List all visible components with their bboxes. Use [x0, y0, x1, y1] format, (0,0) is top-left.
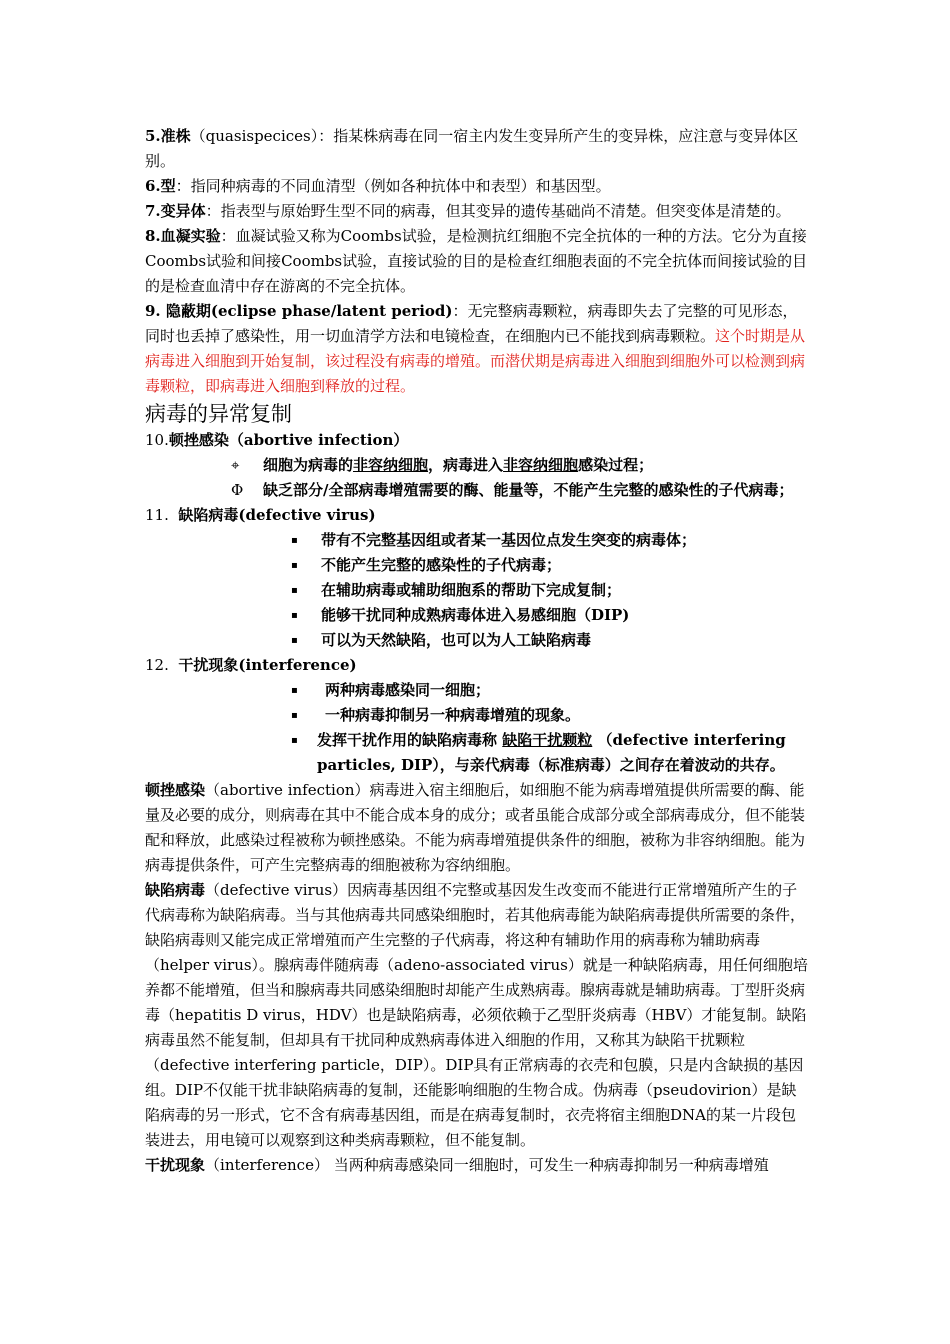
- section-10-title: [145, 428, 810, 453]
- paragraph-text: （interference） 当两种病毒感染同一细胞时，可发生一种病毒抑制另一种病毒增殖: [205, 1156, 769, 1174]
- term: 缺陷病毒: [145, 881, 206, 899]
- section-term: 缺陷病毒(defective virus): [178, 506, 376, 524]
- definition-text: ：指表型与原始野生型不同的病毒，但其变异的遗传基础尚不清楚。但突变体是清楚的。: [205, 202, 791, 220]
- definition-text: ：无完整病毒颗粒，病毒即失去了完整的可见形态，同时也丢掉了感染性，用一切血清学方法和电镜检查，在细胞内已不能找到病毒颗粒。: [145, 302, 798, 345]
- definition-hemagglutination: [145, 224, 810, 299]
- square-bullet-icon: ▪: [291, 610, 298, 621]
- square-bullet-icon: ▪: [291, 635, 298, 646]
- section-12-title: [145, 653, 810, 678]
- section-11-title: [145, 503, 810, 528]
- term: 干扰现象: [145, 1156, 206, 1174]
- term: 9. 隐蔽期(eclipse phase/latent period): [145, 302, 453, 320]
- square-bullet-icon: ▪: [291, 710, 298, 721]
- square-bullet-icon: ▪: [291, 735, 298, 746]
- section-heading: 病毒的异常复制: [145, 402, 292, 426]
- definition-text: ：指同种病毒的不同血清型（例如各种抗体中和表型）和基因型。: [175, 177, 611, 195]
- section-number: 12.: [145, 656, 169, 674]
- paragraph-text: （abortive infection）病毒进入宿主细胞后，如细胞不能为病毒增殖提供所需要的酶、能量及必要的成分，则病毒在其中不能合成本身的成分；或者虽能合成部分或全部病毒成分，但不能装配和释放，此感染过程被称为顿挫感染。不能为病毒增殖提供条件的细胞，被称为非容纳细胞。能为病毒提供条件，可产生完整病毒的细胞被称为容纳细胞。: [145, 781, 806, 874]
- term: 5.准株: [145, 127, 191, 145]
- term: 顿挫感染: [145, 781, 206, 799]
- list-item: ▪ 一种病毒抑制另一种病毒增殖的现象。: [145, 703, 810, 728]
- list-item: ▪ 可以为天然缺陷，也可以为人工缺陷病毒: [145, 628, 810, 653]
- list-item: ▪ 不能产生完整的感染性的子代病毒；: [145, 553, 810, 578]
- section-term: 顿挫感染（abortive infection）: [168, 431, 409, 449]
- square-bullet-icon: ▪: [291, 535, 298, 546]
- paragraph-interference: [145, 1153, 810, 1178]
- crosshair-bullet-icon: ⌖: [231, 456, 240, 474]
- section-number: 10.: [145, 431, 169, 449]
- square-bullet-icon: ▪: [291, 560, 298, 571]
- highlighted-note: 这个时期是从病毒进入细胞到开始复制，该过程没有病毒的增殖。而潜伏期是病毒进入细胞到细胞外可以检测到病毒颗粒，即病毒进入细胞到释放的过程。: [145, 327, 806, 395]
- list-item: ▪ 能够干扰同种成熟病毒体进入易感细胞（DIP): [145, 603, 810, 628]
- definition-variant: [145, 199, 810, 224]
- section-number: 11.: [145, 506, 169, 524]
- paragraph-abortive-infection: [145, 778, 810, 878]
- section-term: 干扰现象(interference): [178, 656, 357, 674]
- list-item: ▪ 带有不完整基因组或者某一基因位点发生突变的病毒体；: [145, 528, 810, 553]
- list-item: ▪ 两种病毒感染同一细胞；: [145, 678, 810, 703]
- square-bullet-icon: ▪: [291, 585, 298, 596]
- definition-quasispecies: [145, 124, 810, 174]
- definition-type: [145, 174, 810, 199]
- list-item: Φ 缺乏部分/全部病毒增殖需要的酶、能量等，不能产生完整的感染性的子代病毒；: [145, 478, 810, 503]
- square-bullet-icon: ▪: [291, 685, 298, 696]
- paragraph-text: （defective virus）因病毒基因组不完整或基因发生改变而不能进行正常增殖所产生的子代病毒称为缺陷病毒。当与其他病毒共同感染细胞时，若其他病毒能为缺陷病毒提供所需要的条件，缺陷病毒则又能完成正常增殖而产生完整的子代病毒，将这种有辅助作用的病毒称为辅助病毒（helper virus）。腺病毒伴随病毒（adeno-associated virus）就是一种缺陷病毒，用任何细胞培养都不能增殖，但当和腺病毒共同感染细胞时却能产生成熟病毒。腺病毒就是辅助病毒。丁型肝炎病毒（hepatitis D virus，HDV）也是缺陷病毒，必须依赖于乙型肝炎病毒（HBV）才能复制。缺陷病毒虽然不能复制，但却具有干扰同种成熟病毒体进入细胞的作用，又称其为缺陷干扰颗粒（defective interfering particle，DIP）。DIP具有正常病毒的衣壳和包膜，只是内含缺损的基因组。DIP不仅能干扰非缺陷病毒的复制，还能影响细胞的生物合成。伪病毒（pseudovirion）是缺陷病毒的另一形式，它不含有病毒基因组，而是在病毒复制时，衣壳将宿主细胞DNA的某一片段包装进去，用电镜可以观察到这种类病毒颗粒，但不能复制。: [145, 881, 808, 1149]
- term: 8.血凝实验: [145, 227, 221, 245]
- phi-bullet-icon: Φ: [231, 481, 244, 499]
- list-item: ▪ 发挥干扰作用的缺陷病毒称 缺陷干扰颗粒 （defective interfering particles, DIP），与亲代病毒（标准病毒）之间存在着波动的共存。: [145, 728, 810, 778]
- definition-text: （quasispecices）：指某株病毒在同一宿主内发生变异所产生的变异株，应注意与变异体区别。: [145, 127, 799, 170]
- term: 6.型: [145, 177, 176, 195]
- definition-eclipse-phase: [145, 299, 810, 399]
- definition-text: ：血凝试验又称为Coombs试验，是检测抗红细胞不完全抗体的一种的方法。它分为直接Coombs试验和间接Coombs试验，直接试验的目的是检查红细胞表面的不完全抗体而间接试验的目的是检查血清中存在游离的不完全抗体。: [145, 227, 808, 295]
- list-item: ⌖ 细胞为病毒的非容纳细胞，病毒进入非容纳细胞感染过程；: [145, 453, 810, 478]
- term: 7.变异体: [145, 202, 206, 220]
- paragraph-defective-virus: [145, 878, 810, 1153]
- list-item: ▪ 在辅助病毒或辅助细胞系的帮助下完成复制；: [145, 578, 810, 603]
- document-page: [145, 124, 810, 1178]
